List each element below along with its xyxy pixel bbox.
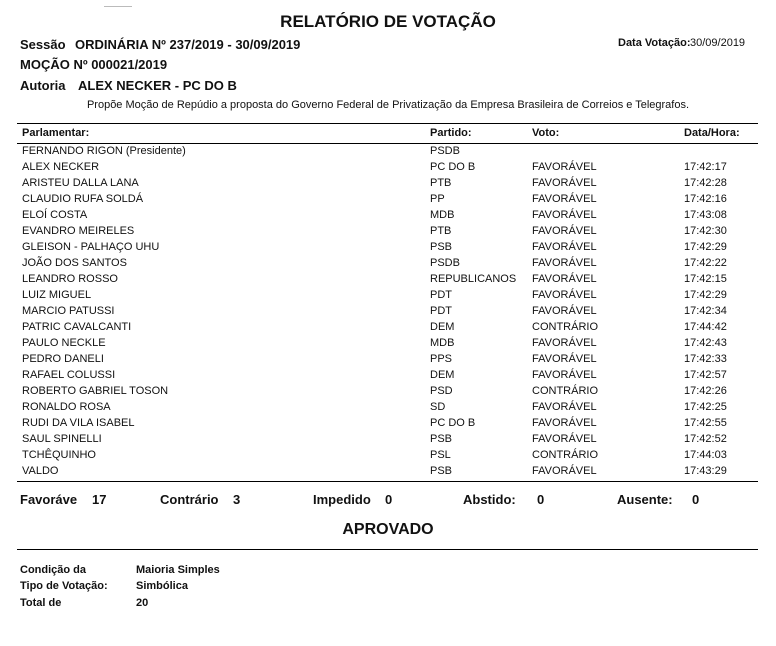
parlamentar-name: LUIZ MIGUEL xyxy=(22,289,92,301)
partido: PTB xyxy=(430,177,452,189)
parlamentar-name: ROBERTO GABRIEL TOSON xyxy=(22,385,169,397)
parlamentar-name: FERNANDO RIGON (Presidente) xyxy=(22,145,186,157)
voto: FAVORÁVEL xyxy=(532,177,597,189)
table-row xyxy=(0,273,776,289)
hora: 17:43:29 xyxy=(684,465,727,477)
table-row xyxy=(0,401,776,417)
favoravel-count: 17 xyxy=(92,492,107,507)
table-row xyxy=(0,225,776,241)
parlamentar-name: VALDO xyxy=(22,465,59,477)
table-row xyxy=(0,193,776,209)
summary-divider xyxy=(17,481,758,482)
table-row xyxy=(0,321,776,337)
hora: 17:42:16 xyxy=(684,193,727,205)
col-header-parlamentar: Parlamentar: xyxy=(22,127,90,139)
tipo-votacao-label: Tipo de Votação: xyxy=(20,580,108,592)
table-row xyxy=(0,449,776,465)
hora: 17:42:26 xyxy=(684,385,727,397)
table-row xyxy=(0,289,776,305)
parlamentar-name: GLEISON - PALHAÇO UHU xyxy=(22,241,160,253)
hora: 17:42:34 xyxy=(684,305,727,317)
voto: FAVORÁVEL xyxy=(532,225,597,237)
partido: PTB xyxy=(430,225,452,237)
voto: FAVORÁVEL xyxy=(532,369,597,381)
report-title: RELATÓRIO DE VOTAÇÃO xyxy=(280,12,496,31)
voto: FAVORÁVEL xyxy=(532,417,597,429)
abstido-count: 0 xyxy=(537,492,545,507)
footer-divider xyxy=(17,549,758,550)
partido: DEM xyxy=(430,321,455,333)
voto: CONTRÁRIO xyxy=(532,385,598,397)
result-status: APROVADO xyxy=(342,521,434,538)
parlamentar-name: TCHÊQUINHO xyxy=(22,449,96,461)
favoravel-label: Favoráve xyxy=(20,492,78,507)
table-row xyxy=(0,433,776,449)
hora: 17:42:17 xyxy=(684,161,727,173)
hora: 17:42:25 xyxy=(684,401,727,413)
hora: 17:43:08 xyxy=(684,209,727,221)
parlamentar-name: LEANDRO ROSSO xyxy=(22,273,118,285)
hora: 17:42:33 xyxy=(684,353,727,365)
parlamentar-name: CLAUDIO RUFA SOLDÁ xyxy=(22,193,144,205)
hora: 17:42:43 xyxy=(684,337,727,349)
ausente-count: 0 xyxy=(692,492,700,507)
col-header-partido: Partido: xyxy=(430,127,472,139)
partido: PSB xyxy=(430,241,453,253)
partido: PPS xyxy=(430,353,453,365)
voto: FAVORÁVEL xyxy=(532,257,597,269)
voto: FAVORÁVEL xyxy=(532,273,597,285)
hora: 17:42:29 xyxy=(684,241,727,253)
contrario-label: Contrário xyxy=(160,492,219,507)
voto: CONTRÁRIO xyxy=(532,449,598,461)
table-row xyxy=(0,209,776,225)
parlamentar-name: RAFAEL COLUSSI xyxy=(22,369,116,381)
tipo-votacao-value: Simbólica xyxy=(136,580,188,592)
parlamentar-name: PEDRO DANELI xyxy=(22,353,104,365)
partido: PC DO B xyxy=(430,417,476,429)
hora: 17:44:42 xyxy=(684,321,727,333)
total-value: 20 xyxy=(136,597,149,609)
data-votacao-value: 30/09/2019 xyxy=(690,37,746,49)
partido: PSDB xyxy=(430,257,460,269)
sessao-value: ORDINÁRIA Nº 237/2019 - 30/09/2019 xyxy=(75,37,301,52)
voto: FAVORÁVEL xyxy=(532,241,597,253)
hora: 17:42:15 xyxy=(684,273,727,285)
parlamentar-name: RUDI DA VILA ISABEL xyxy=(22,417,135,429)
parlamentar-name: RONALDO ROSA xyxy=(22,401,111,413)
ausente-label: Ausente: xyxy=(617,492,673,507)
voto: FAVORÁVEL xyxy=(532,305,597,317)
voto: FAVORÁVEL xyxy=(532,337,597,349)
table-row xyxy=(0,305,776,321)
mocao-number: MOÇÃO Nº 000021/2019 xyxy=(20,57,168,72)
partido: REPUBLICANOS xyxy=(430,273,517,285)
hora: 17:42:55 xyxy=(684,417,727,429)
hora: 17:42:22 xyxy=(684,257,727,269)
partido: SD xyxy=(430,401,446,413)
parlamentar-name: ELOÍ COSTA xyxy=(22,209,88,221)
voto: FAVORÁVEL xyxy=(532,209,597,221)
voto: FAVORÁVEL xyxy=(532,465,597,477)
table-row xyxy=(0,145,776,161)
sessao-label: Sessão xyxy=(20,37,66,52)
autoria-label: Autoria xyxy=(20,78,66,93)
condicao-label: Condição da xyxy=(20,564,87,576)
hora: 17:42:52 xyxy=(684,433,727,445)
partido: MDB xyxy=(430,209,455,221)
voto: FAVORÁVEL xyxy=(532,401,597,413)
data-votacao-label: Data Votação: xyxy=(618,37,691,49)
contrario-count: 3 xyxy=(233,492,241,507)
parlamentar-name: SAUL SPINELLI xyxy=(22,433,102,445)
table-row xyxy=(0,241,776,257)
partido: PSD xyxy=(430,385,453,397)
col-header-voto: Voto: xyxy=(532,127,560,139)
hora: 17:42:30 xyxy=(684,225,727,237)
parlamentar-name: MARCIO PATUSSI xyxy=(22,305,115,317)
abstido-label: Abstido: xyxy=(463,492,516,507)
partido: MDB xyxy=(430,337,455,349)
partido: PSB xyxy=(430,465,453,477)
hora: 17:44:03 xyxy=(684,449,727,461)
mocao-description: Propõe Moção de Repúdio a proposta do Governo Federal de Privatização da Empresa Brasileira de Correios e Telegrafos. xyxy=(86,99,690,111)
table-row xyxy=(0,257,776,273)
voto: FAVORÁVEL xyxy=(532,433,597,445)
parlamentar-name: PAULO NECKLE xyxy=(22,337,106,349)
table-row xyxy=(0,353,776,369)
total-label: Total de xyxy=(20,597,62,609)
col-header-hora: Data/Hora: xyxy=(684,127,740,139)
parlamentar-name: ARISTEU DALLA LANA xyxy=(22,177,139,189)
parlamentar-name: PATRIC CAVALCANTI xyxy=(22,321,132,333)
table-row xyxy=(0,417,776,433)
table-row xyxy=(0,385,776,401)
hora: 17:42:29 xyxy=(684,289,727,301)
autoria-value: ALEX NECKER - PC DO B xyxy=(78,78,237,93)
partido: PDT xyxy=(430,289,452,301)
partido: DEM xyxy=(430,369,455,381)
partido: PSL xyxy=(430,449,451,461)
table-header-band xyxy=(17,123,758,144)
parlamentar-name: ALEX NECKER xyxy=(22,161,100,173)
partido: PC DO B xyxy=(430,161,476,173)
partido: PSDB xyxy=(430,145,460,157)
partido: PDT xyxy=(430,305,452,317)
table-row xyxy=(0,177,776,193)
hora: 17:42:57 xyxy=(684,369,727,381)
partido: PSB xyxy=(430,433,453,445)
condicao-value: Maioria Simples xyxy=(136,564,220,576)
parlamentar-name: EVANDRO MEIRELES xyxy=(22,225,135,237)
table-row xyxy=(0,161,776,177)
parlamentar-name: JOÃO DOS SANTOS xyxy=(22,257,127,269)
voto: FAVORÁVEL xyxy=(532,161,597,173)
partido: PP xyxy=(430,193,445,205)
hora: 17:42:28 xyxy=(684,177,727,189)
voto: FAVORÁVEL xyxy=(532,193,597,205)
impedido-count: 0 xyxy=(385,492,393,507)
voto: CONTRÁRIO xyxy=(532,321,598,333)
voto: FAVORÁVEL xyxy=(532,353,597,365)
table-row xyxy=(0,369,776,385)
table-row xyxy=(0,465,776,481)
voto: FAVORÁVEL xyxy=(532,289,597,301)
top-divider xyxy=(104,6,132,7)
table-row xyxy=(0,337,776,353)
impedido-label: Impedido xyxy=(313,492,371,507)
